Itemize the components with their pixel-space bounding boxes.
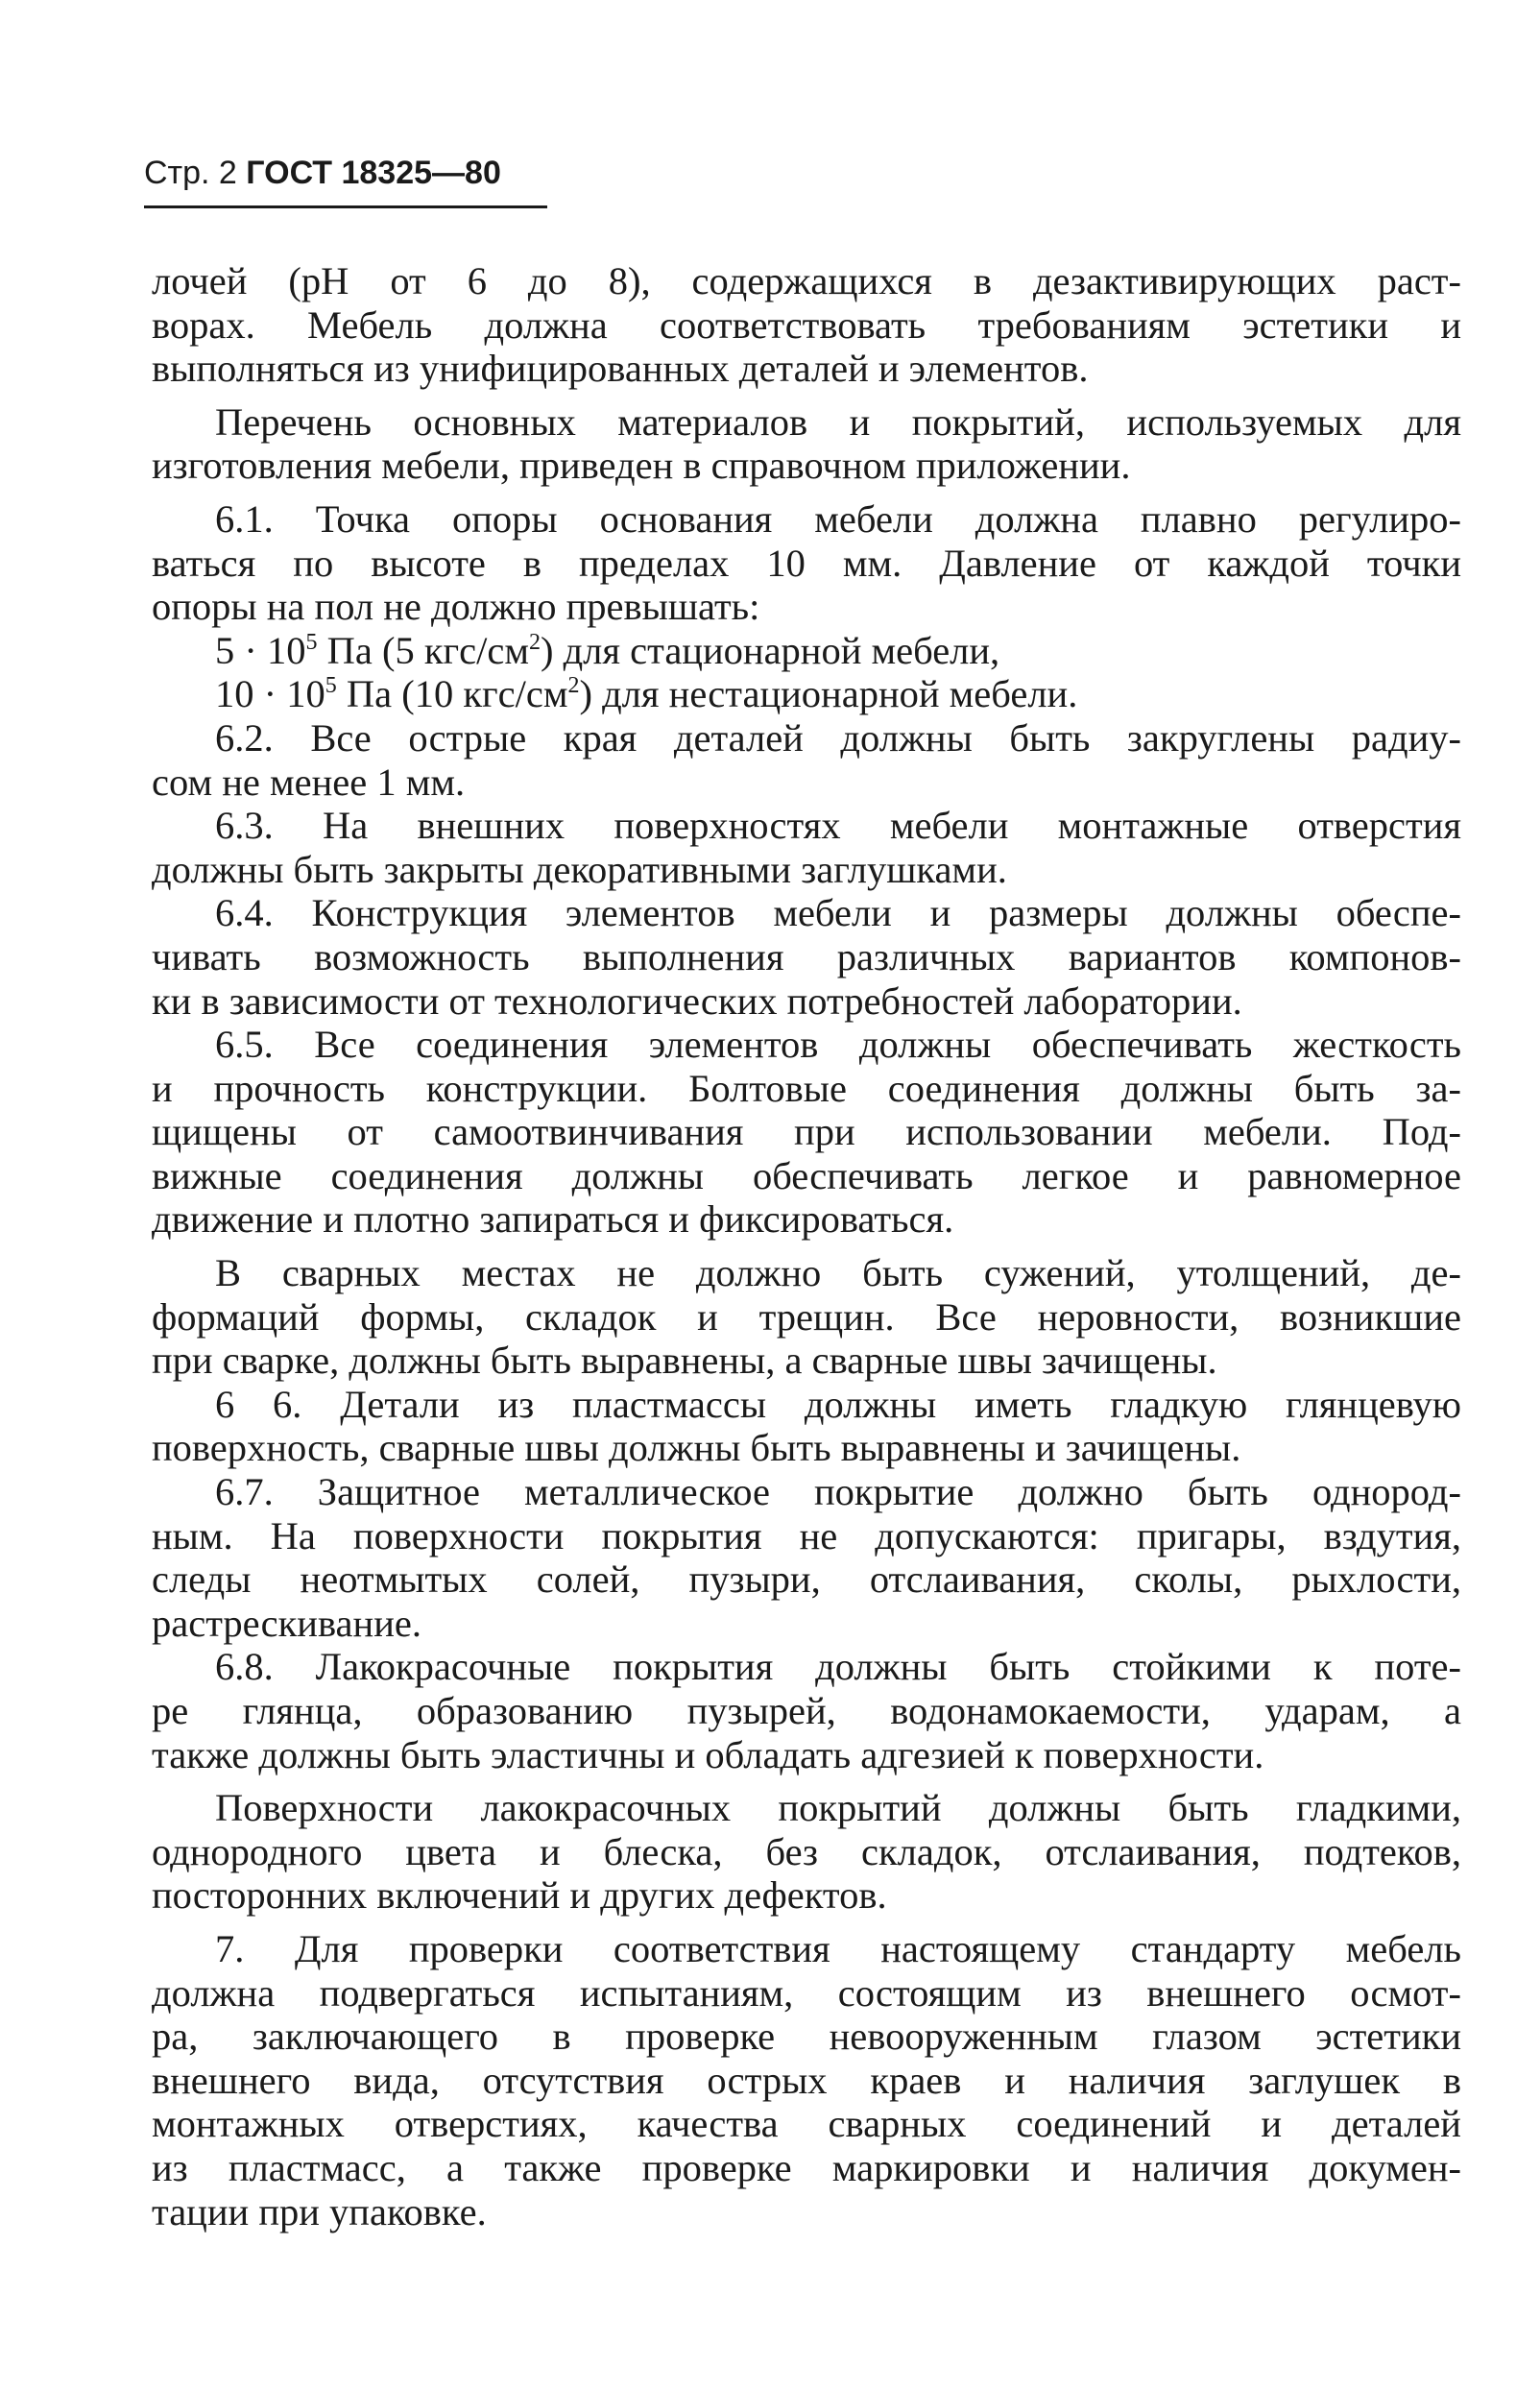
page-number: Стр. 2: [144, 155, 237, 191]
text-line: сом не менее 1 мм.: [152, 760, 466, 804]
text-line: изготовления мебели, приведен в справочном приложении.: [152, 444, 1131, 488]
clause-6-3: 6.3. На внешних поверхностях мебели монтажные отверстия: [215, 804, 1461, 848]
unit-exp: 2: [567, 673, 580, 699]
pressure-tail: ) для нестационарной мебели.: [579, 672, 1078, 716]
text-line: внешнего вида, отсутствия острых краев и наличия заглушек в: [152, 2058, 1461, 2102]
body-text: [152, 259, 1461, 2233]
text-line: должны быть закрыты декоративными заглушками.: [152, 847, 1007, 891]
text-line: ворах. Мебель должна соответствовать требованиям эстетики и: [152, 302, 1461, 347]
text-line: опоры на пол не должно превышать:: [152, 585, 760, 629]
text-line: чивать возможность выполнения различных вариантов компонов-: [152, 934, 1461, 978]
text-line: и прочность конструкции. Болтовые соединения должны быть за-: [152, 1066, 1461, 1110]
header-rule: [144, 205, 547, 208]
text-line: растрескивание.: [152, 1601, 421, 1645]
clause-6-2: 6.2. Все острые края деталей должны быть закруглены радиу-: [215, 715, 1461, 760]
page-header: [144, 154, 501, 192]
text-line: тации при упаковке.: [152, 2189, 487, 2233]
text-line: при сварке, должны быть выравнены, а сварные швы зачищены.: [152, 1339, 1217, 1383]
text-line: посторонних включений и других дефектов.: [152, 1873, 887, 1918]
text-line: щищены от самоотвинчивания при использовании мебели. Под-: [152, 1110, 1461, 1154]
standard-code: ГОСТ 18325—80: [246, 155, 501, 191]
pressure-tail: ) для стационарной мебели,: [540, 628, 1000, 672]
text-line: ра, заключающего в проверке невооруженным глазом эстетики: [152, 2015, 1461, 2059]
text-line: ки в зависимости от технологических потребностей лаборатории.: [152, 978, 1242, 1023]
clause-6-7: 6.7. Защитное металлическое покрытие должно быть однород-: [215, 1470, 1461, 1514]
text-line: поверхность, сварные швы должны быть выравнены и зачищены.: [152, 1426, 1241, 1470]
pressure-exp: 5: [325, 673, 337, 699]
clause-7: 7. Для проверки соответствия настоящему стандарту мебель: [215, 1926, 1461, 1970]
clause-6-6: 6 6. Детали из пластмассы должны иметь гладкую глянцевую: [215, 1382, 1461, 1426]
pressure-exp: 5: [305, 629, 318, 655]
pressure-line-mobile: [152, 672, 1461, 716]
text-line: должна подвергаться испытаниям, состоящим из внешнего осмот-: [152, 1970, 1461, 2015]
pressure-mid: Па (10 кгс/см: [336, 672, 568, 716]
text-line: вижные соединения должны обеспечивать легкое и равномерное: [152, 1153, 1461, 1197]
text-line: формаций формы, складок и трещин. Все неровности, возникшие: [152, 1294, 1461, 1339]
text-line: лочей (рН от 6 до 8), содержащихся в дезактивирующих раст-: [152, 259, 1461, 302]
text-line: ре глянца, образованию пузырей, водонамокаемости, ударам, а: [152, 1689, 1461, 1732]
clause-6-8: 6.8. Лакокрасочные покрытия должны быть стойкими к поте-: [215, 1645, 1461, 1689]
clause-6-5: 6.5. Все соединения элементов должны обеспечивать жесткость: [215, 1023, 1461, 1067]
text-line: ваться по высоте в пределах 10 мм. Давление от каждой точки: [152, 541, 1461, 585]
pressure-mid: Па (5 кгс/см: [317, 628, 529, 672]
text-line: также должны быть эластичны и обладать адгезией к поверхности.: [152, 1732, 1264, 1776]
pressure-coef: 5 · 10: [215, 628, 306, 672]
text-line: В сварных местах не должно быть сужений, утолщений, де-: [215, 1251, 1461, 1295]
text-line: движение и плотно запираться и фиксироваться.: [152, 1197, 954, 1242]
text-line: следы неотмытых солей, пузыри, отслаивания, сколы, рыхлости,: [152, 1557, 1461, 1602]
text-line: монтажных отверстиях, качества сварных соединений и деталей: [152, 2102, 1461, 2146]
unit-exp: 2: [528, 629, 541, 655]
text-line: ным. На поверхности покрытия не допускаются: пригары, вздутия,: [152, 1513, 1461, 1557]
text-line: выполняться из унифицированных деталей и элементов.: [152, 347, 1089, 391]
clause-6-4: 6.4. Конструкция элементов мебели и размеры должны обеспе-: [215, 891, 1461, 935]
pressure-line-stationary: [152, 629, 1461, 673]
text-line: Поверхности лакокрасочных покрытий должны быть гладкими,: [215, 1786, 1461, 1830]
text-line: из пластмасс, а также проверке маркировки и наличия докумен-: [152, 2145, 1461, 2189]
text-line: Перечень основных материалов и покрытий, используемых для: [215, 399, 1461, 444]
text-line: однородного цвета и блеска, без складок, отслаивания, подтеков,: [152, 1829, 1461, 1873]
clause-6-1: 6.1. Точка опоры основания мебели должна плавно регулиро-: [215, 496, 1461, 541]
pressure-coef: 10 · 10: [215, 672, 325, 716]
